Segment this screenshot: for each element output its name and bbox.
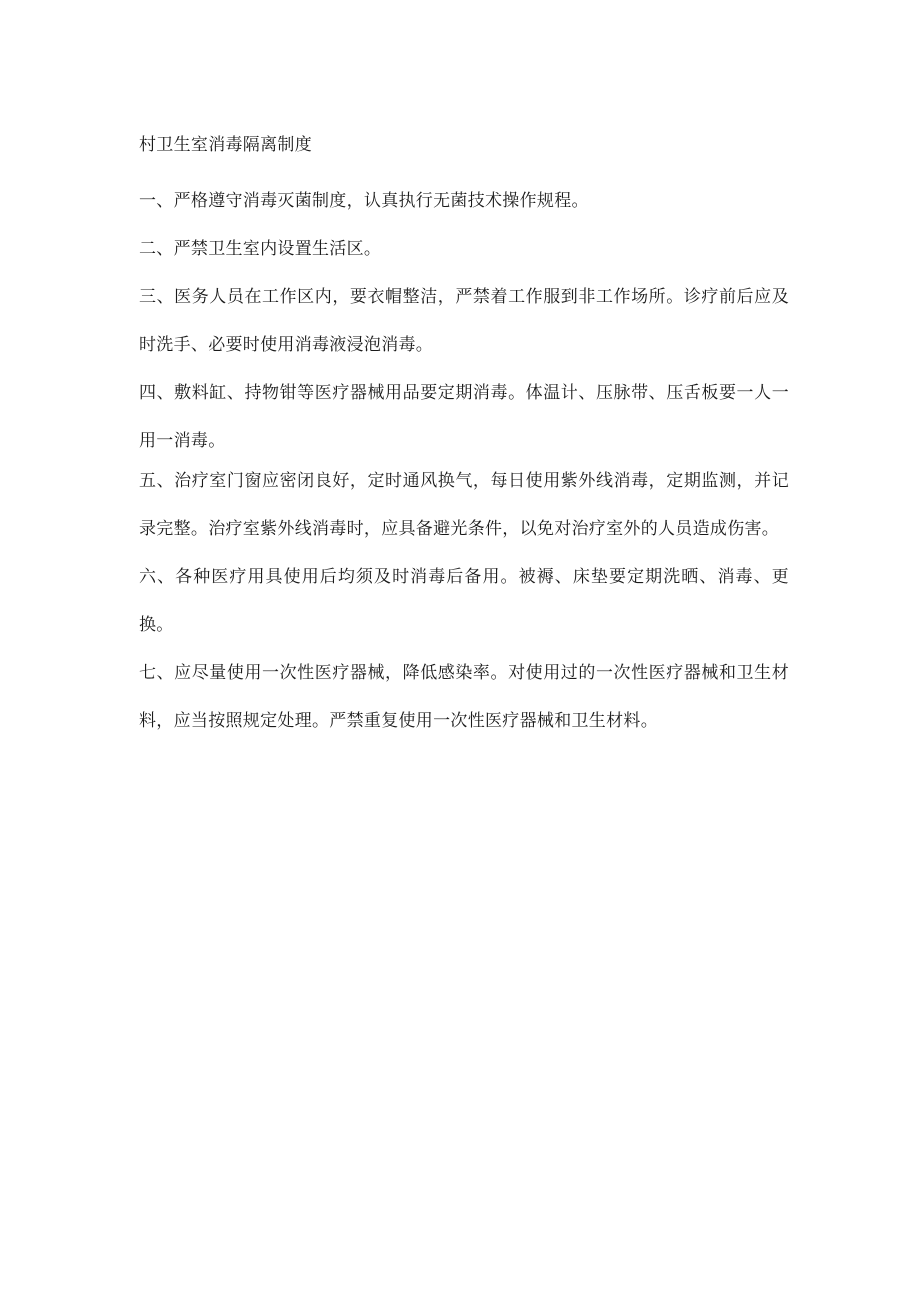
clause-6: 六、各种医疗用具使用后均须及时消毒后备用。被褥、床垫要定期洗晒、消毒、更换。: [139, 567, 789, 635]
document-body: [139, 129, 789, 745]
clause-3: 三、医务人员在工作区内，要衣帽整洁，严禁着工作服到非工作场所。诊疗前后应及时洗手、必要时使用消毒液浸泡消毒。: [139, 287, 789, 355]
clause-4: 四、敷料缸、持物钳等医疗器械用品要定期消毒。体温计、压脉带、压舌板要一人一用一消毒。: [139, 383, 789, 451]
clause-1: 一、严格遵守消毒灭菌制度，认真执行无菌技术操作规程。: [139, 191, 589, 211]
clause-7: 七、应尽量使用一次性医疗器械，降低感染率。对使用过的一次性医疗器械和卫生材料，应当按照规定处理。严禁重复使用一次性医疗器械和卫生材料。: [139, 663, 789, 731]
clause-5: 五、治疗室门窗应密闭良好，定时通风换气，每日使用紫外线消毒，定期监测，并记录完整。治疗室紫外线消毒时，应具备避光条件，以免对治疗室外的人员造成伤害。: [139, 471, 789, 539]
clause-2: 二、严禁卫生室内设置生活区。: [139, 239, 382, 259]
document-title: 村卫生室消毒隔离制度: [139, 135, 312, 155]
